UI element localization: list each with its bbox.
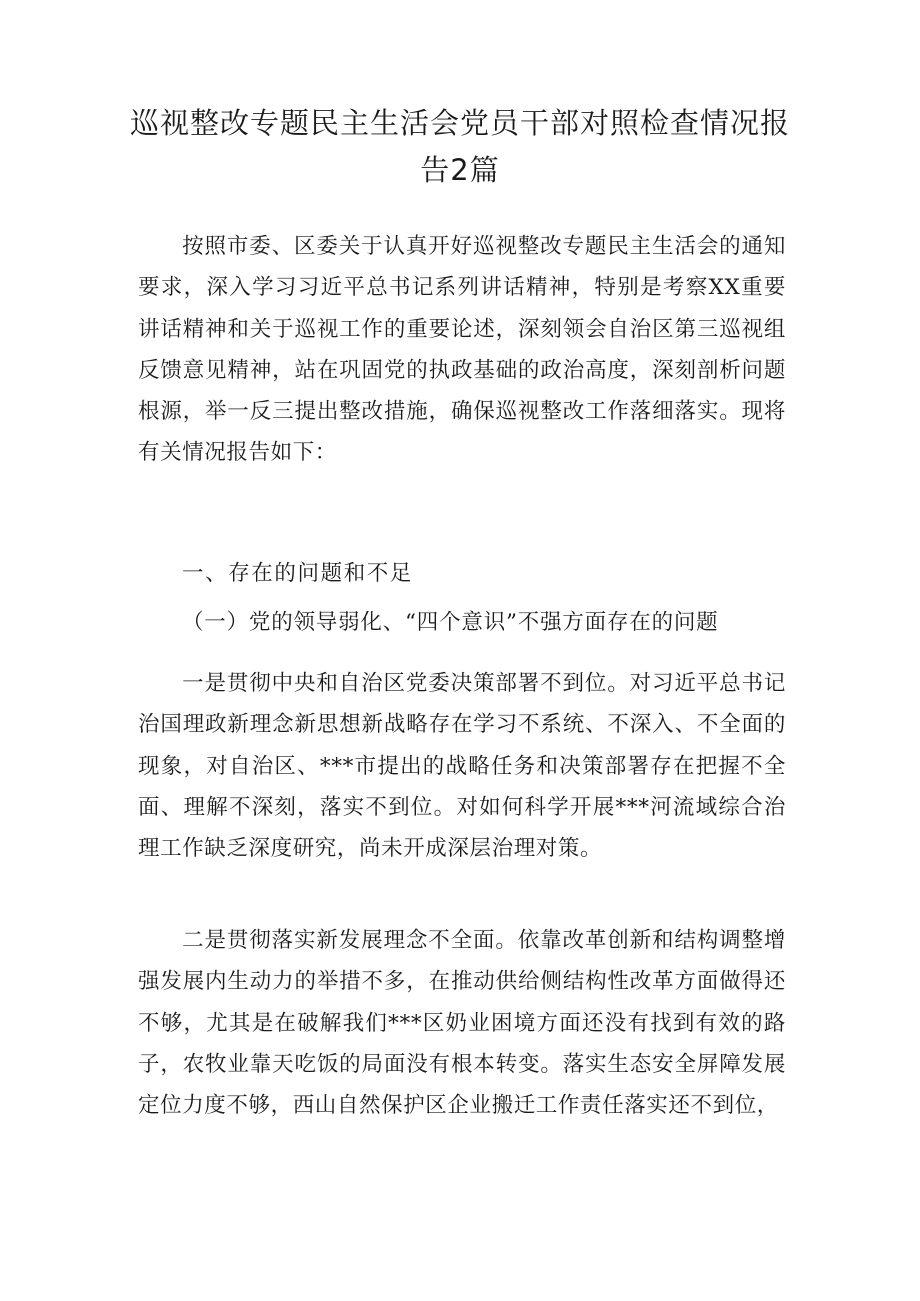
paragraph-point-one: 一是贯彻中央和自治区党委决策部署不到位。对习近平总书记治国理政新理念新思想新战略存在学习不系统、不深入、不全面的现象，对自治区、***市提出的战略任务和决策部署存在把握不全面、理解不深刻，落实不到位。对如何科学开展***河流域综合治理工作缺乏深度研究，尚未开成深层治理对策。 xyxy=(138,671,786,862)
subsection-heading-party-leadership: （一）党的领导弱化、“四个意识”不强方面存在的问题 xyxy=(182,610,719,635)
paragraph-point-two: 二是贯彻落实新发展理念不全面。依靠改革创新和结构调整增强发展内生动力的举措不多，在推动供给侧结构性改革方面做得还不够，尤其是在破解我们***区奶业困境方面还没有找到有效的路子，农牧业靠天吃饭的局面没有根本转变。落实生态安全屏障发展定位力度不够，西山自然保护区企业搬迁工作责任落实还不到位， xyxy=(138,928,786,1119)
intro-paragraph: 按照市委、区委关于认真开好巡视整改专题民主生活会的通知要求，深入学习习近平总书记系列讲话精神，特别是考察XX重要讲话精神和关于巡视工作的重要论述，深刻领会自治区第三巡视组反馈意见精神，站在巩固党的执政基础的政治高度，深刻剖析问题根源，举一反三提出整改措施，确保巡视整改工作落细落实。现将有关情况报告如下： xyxy=(138,234,786,466)
document-title: 巡视整改专题民主生活会党员干部对照检查情况报告2篇 xyxy=(130,106,791,187)
section-heading-problems: 一、存在的问题和不足 xyxy=(182,561,414,586)
